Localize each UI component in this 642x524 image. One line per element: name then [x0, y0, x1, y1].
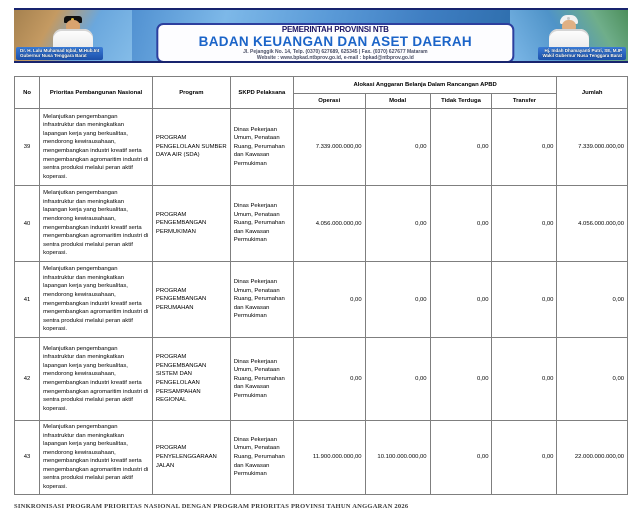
cell-skpd: Dinas Pekerjaan Umum, Penataan Ruang, Perumahan dan Kawasan Permukiman [230, 109, 293, 186]
cell-no: 42 [15, 338, 40, 421]
col-header-alokasi-group: Alokasi Anggaran Belanja Dalam Rancangan APBD [293, 77, 557, 94]
governor-nameplate [16, 47, 103, 60]
vice-governor-nameplate [538, 47, 626, 60]
cell-jumlah: 22.000.000.000,00 [557, 421, 628, 495]
col-header-modal: Modal [365, 94, 430, 109]
cell-operasi: 4.056.000.000,00 [293, 186, 365, 262]
cell-operasi: 11.900.000.000,00 [293, 421, 365, 495]
cell-tidak-terduga: 0,00 [430, 186, 492, 262]
col-header-jumlah: Jumlah [557, 77, 628, 109]
governor-title: Gubernur Nusa Tenggara Barat [20, 53, 87, 59]
governor-figure-icon [50, 11, 96, 51]
cell-tidak-terduga: 0,00 [430, 109, 492, 186]
cell-no: 40 [15, 186, 40, 262]
cell-program: PROGRAM PENGEMBANGAN PERUMAHAN [152, 262, 230, 338]
cell-jumlah: 4.056.000.000,00 [557, 186, 628, 262]
cell-program: PROGRAM PENGEMBANGAN SISTEM DAN PENGELOLAAN PERSAMPAHAN REGIONAL [152, 338, 230, 421]
cell-program: PROGRAM PENGELOLAAN SUMBER DAYA AIR (SDA) [152, 109, 230, 186]
cell-prioritas: Melanjutkan pengembangan infrastruktur dan meningkatkan lapangan kerja yang berkualitas, mendorong kewirausahaan, mengembangkan industri kreatif serta mengembangkan agromaritim industri di sentra produksi melalui peran aktif koperasi. [40, 262, 153, 338]
cell-transfer: 0,00 [492, 186, 557, 262]
cell-transfer: 0,00 [492, 109, 557, 186]
col-header-tidak-terduga: Tidak Terduga [430, 94, 492, 109]
col-header-no: No [15, 77, 40, 109]
cell-operasi: 0,00 [293, 262, 365, 338]
col-header-prioritas: Prioritas Pembangunan Nasional [40, 77, 153, 109]
cell-no: 41 [15, 262, 40, 338]
col-header-skpd: SKPD Pelaksana [230, 77, 293, 109]
table-row [15, 186, 628, 262]
table-row [15, 262, 628, 338]
vice-governor-figure-icon [546, 11, 592, 51]
cell-prioritas: Melanjutkan pengembangan infrastruktur dan meningkatkan lapangan kerja yang berkualitas, mendorong kewirausahaan, mengembangkan industri kreatif serta mengembangkan agromaritim industri di sentra produksi melalui peran aktif koperasi. [40, 421, 153, 495]
cell-transfer: 0,00 [492, 421, 557, 495]
cell-skpd: Dinas Pekerjaan Umum, Penataan Ruang, Perumahan dan Kawasan Permukiman [230, 421, 293, 495]
vice-governor-name: Hj. Indah Dhamayanti Putri, SE, M.IP [544, 47, 622, 53]
budget-sync-table [14, 76, 628, 495]
cell-tidak-terduga: 0,00 [430, 262, 492, 338]
cell-modal: 0,00 [365, 109, 430, 186]
agency-title: BADAN KEUANGAN DAN ASET DAERAH [198, 33, 472, 49]
col-header-transfer: Transfer [492, 94, 557, 109]
cell-transfer: 0,00 [492, 338, 557, 421]
province-title: PEMERINTAH PROVINSI NTB [281, 25, 389, 34]
table-row [15, 421, 628, 495]
table-row [15, 109, 628, 186]
letterhead-banner [14, 8, 628, 63]
cell-prioritas: Melanjutkan pengembangan infrastruktur dan meningkatkan lapangan kerja yang berkualitas, mendorong kewirausahaan, mengembangkan industri kreatif serta mengembangkan agromaritim industri di sentra produksi melalui peran aktif koperasi. [40, 338, 153, 421]
cell-no: 39 [15, 109, 40, 186]
cell-modal: 0,00 [365, 186, 430, 262]
cell-modal: 10.100.000.000,00 [365, 421, 430, 495]
document-footer-title: SINKRONISASI PROGRAM PRIORITAS NASIONAL DENGAN PROGRAM PRIORITAS PROVINSI TAHUN ANGGARAN 2026 [14, 503, 409, 510]
letterhead-box [156, 23, 514, 63]
table-row [15, 338, 628, 421]
governor-name: Dr. H. Lalu Muhamad Iqbal, M.Hub.Int [20, 47, 100, 53]
cell-operasi: 7.339.000.000,00 [293, 109, 365, 186]
cell-program: PROGRAM PENGEMBANGAN PERMUKIMAN [152, 186, 230, 262]
cell-prioritas: Melanjutkan pengembangan infrastruktur dan meningkatkan lapangan kerja yang berkualitas, mendorong kewirausahaan, mengembangkan industri kreatif serta mengembangkan agromaritim industri di sentra produksi melalui peran aktif koperasi. [40, 186, 153, 262]
agency-website: Website : www.bpkad.ntbprov.go.id, e-mail : bpkad@ntbprov.go.id [256, 55, 414, 62]
cell-operasi: 0,00 [293, 338, 365, 421]
cell-jumlah: 0,00 [557, 262, 628, 338]
cell-tidak-terduga: 0,00 [430, 421, 492, 495]
cell-no: 43 [15, 421, 40, 495]
cell-modal: 0,00 [365, 262, 430, 338]
col-header-operasi: Operasi [293, 94, 365, 109]
agency-address: Jl. Pejanggik No. 14, Telp. (0370) 627689, 625345 | Fax. (0370) 627677 Mataram [243, 48, 428, 55]
cell-prioritas: Melanjutkan pengembangan infrastruktur dan meningkatkan lapangan kerja yang berkualitas, mendorong kewirausahaan, mengembangkan industri kreatif serta mengembangkan agromaritim industri di sentra produksi melalui peran aktif koperasi. [40, 109, 153, 186]
cell-program: PROGRAM PENYELENGGARAAN JALAN [152, 421, 230, 495]
cell-transfer: 0,00 [492, 262, 557, 338]
vice-governor-title: Wakil Gubernur Nusa Tenggara Barat [542, 53, 622, 59]
cell-jumlah: 0,00 [557, 338, 628, 421]
cell-skpd: Dinas Pekerjaan Umum, Penataan Ruang, Perumahan dan Kawasan Permukiman [230, 186, 293, 262]
col-header-program: Program [152, 77, 230, 109]
cell-modal: 0,00 [365, 338, 430, 421]
cell-tidak-terduga: 0,00 [430, 338, 492, 421]
cell-jumlah: 7.339.000.000,00 [557, 109, 628, 186]
cell-skpd: Dinas Pekerjaan Umum, Penataan Ruang, Perumahan dan Kawasan Permukiman [230, 338, 293, 421]
cell-skpd: Dinas Pekerjaan Umum, Penataan Ruang, Perumahan dan Kawasan Permukiman [230, 262, 293, 338]
